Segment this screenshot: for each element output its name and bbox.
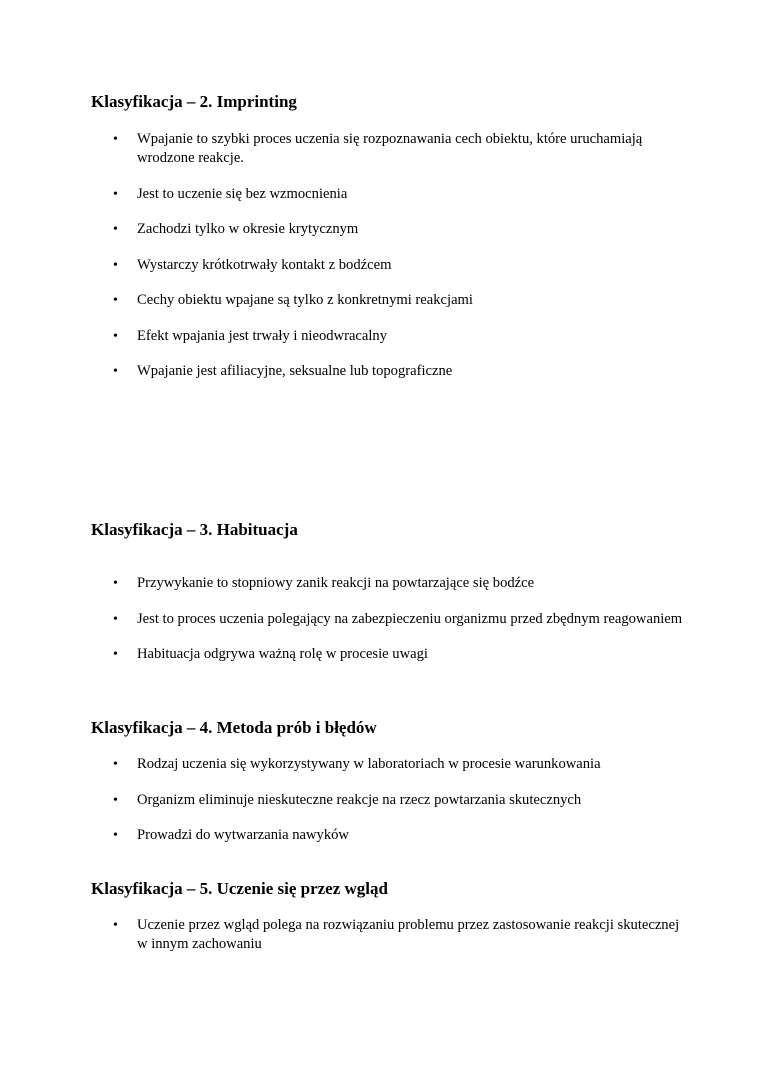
list-item-text: Efekt wpajania jest trwały i nieodwracalny [137,327,388,344]
bullet-icon: • [113,828,118,843]
bullet-icon: • [113,757,118,772]
list-item [91,327,691,346]
list-item [91,916,691,954]
list-item [91,362,691,381]
list-item-text: Wpajanie jest afiliacyjne, seksualne lub topograficzne [137,363,453,379]
bullet-list [91,130,691,381]
list-item-text: Wpajanie to szybki proces uczenia się rozpoznawania cech obiektu, które uruchamiają wrodzone reakcje. [137,131,643,166]
bullet-icon: • [113,611,118,627]
section-metoda-prob-i-bledow [91,718,691,862]
section-uczenie-przez-wglad [91,879,691,971]
section-habituacja [91,520,691,681]
list-item-text: Cechy obiektu wpajane są tylko z konkretnymi reakcjami [137,292,473,308]
list-item-text: Zachodzi tylko w okresie krytycznym [137,221,359,237]
list-item-text: Uczenie przez wgląd polega na rozwiązaniu problemu przez zastosowanie reakcji skutecznej w innym zachowaniu [137,917,680,952]
list-item [91,291,691,310]
bullet-list [91,916,691,954]
bullet-icon: • [113,364,118,379]
bullet-icon: • [113,293,118,308]
bullet-icon: • [113,132,118,147]
list-item-text: Przywykanie to stopniowy zanik reakcji na powtarzające się bodźce [137,575,535,591]
section-heading: Klasyfikacja – 2. Imprinting [91,92,297,111]
bullet-icon: • [113,647,118,662]
section-heading: Klasyfikacja – 4. Metoda prób i błędów [91,718,377,737]
bullet-icon: • [113,186,118,202]
list-item-text: Rodzaj uczenia się wykorzystywany w laboratoriach w procesie warunkowania [137,756,601,772]
list-item [91,130,691,168]
list-item-text: Jest to uczenie się bez wzmocnienia [137,185,348,202]
list-item-text: Prowadzi do wytwarzania nawyków [137,827,349,843]
list-item [91,220,691,239]
list-item [91,574,691,593]
bullet-icon: • [113,222,118,237]
bullet-icon: • [113,257,118,273]
bullet-list [91,574,691,664]
list-item-text: Organizm eliminuje nieskuteczne reakcje na rzecz powtarzania skutecznych [137,791,582,808]
list-item [91,610,691,629]
list-item [91,256,691,275]
bullet-icon: • [113,918,118,933]
list-item [91,826,691,845]
list-item [91,791,691,810]
bullet-icon: • [113,328,118,344]
bullet-icon: • [113,576,118,591]
section-imprinting [91,92,691,398]
list-item-text: Jest to proces uczenia polegający na zabezpieczeniu organizmu przed zbędnym reagowaniem [137,610,683,627]
section-heading: Klasyfikacja – 5. Uczenie się przez wgląd [91,879,388,898]
section-heading: Klasyfikacja – 3. Habituacja [91,520,298,539]
list-item-text: Wystarczy krótkotrwały kontakt z bodźcem [137,256,392,273]
list-item-text: Habituacja odgrywa ważną rolę w procesie uwagi [137,646,428,662]
bullet-list [91,755,691,845]
list-item [91,185,691,204]
bullet-icon: • [113,792,118,808]
list-item [91,645,691,664]
list-item [91,755,691,774]
